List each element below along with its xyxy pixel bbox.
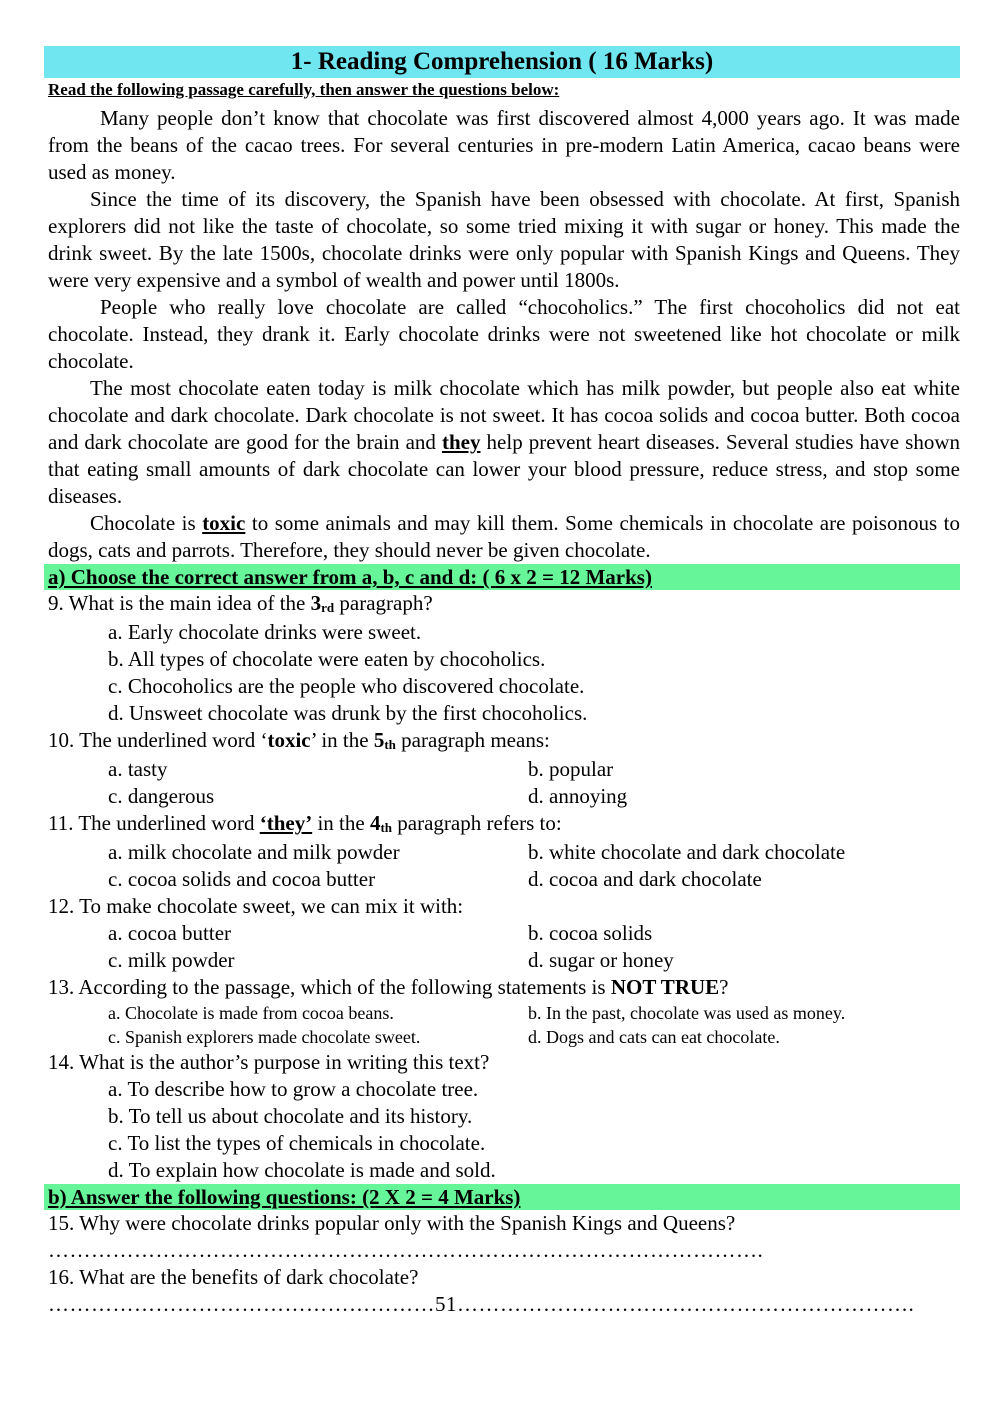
- q11-options-row-1: [44, 839, 960, 866]
- page-title: 1- Reading Comprehension ( 16 Marks): [44, 46, 960, 78]
- q12-options-row-2: [44, 947, 960, 974]
- q13-options-row-1: [44, 1001, 960, 1025]
- q9-option-d: d. Unsweet chocolate was drunk by the first chocoholics.: [108, 701, 588, 725]
- q10-options-row-1: [44, 756, 960, 783]
- q13-option-b: b. In the past, chocolate was used as money.: [528, 1003, 846, 1023]
- paragraph-5: Chocolate is toxic to some animals and may kill them. Some chemicals in chocolate are poisonous to dogs, cats and parrots. Therefore, they should never be given chocolate.: [48, 511, 960, 562]
- section-a-header: a) Choose the correct answer from a, b, c and d: ( 6 x 2 = 12 Marks): [44, 564, 960, 590]
- q12-option-a: a. cocoa butter: [108, 921, 232, 945]
- question-14: 14. What is the author’s purpose in writing this text?: [48, 1050, 490, 1074]
- reading-passage: [44, 105, 960, 564]
- q13-option-c: c. Spanish explorers made chocolate sweet.: [108, 1027, 421, 1047]
- question-9: 9. What is the main idea of the $3_{rd}$ paragraph?: [48, 591, 433, 615]
- q15-answer-line[interactable]: ……………………………………………………………………………………….: [48, 1238, 764, 1262]
- paragraph-1: Many people don’t know that chocolate was first discovered almost 4,000 years ago. It was made from the beans of the cacao trees. For several centuries in pre-modern Latin America, cacao beans were used as money.: [48, 106, 960, 184]
- question-13: 13. According to the passage, which of the following statements is NOT TRUE?: [48, 975, 729, 999]
- q10-option-d: d. annoying: [528, 784, 628, 808]
- paragraph-3: People who really love chocolate are called “chocoholics.” The first chocoholics did not eat chocolate. Instead, they drank it. Early chocolate drinks were not sweetened like hot chocolate or milk chocolate.: [48, 295, 960, 373]
- q12-options-row-1: [44, 920, 960, 947]
- q10-options-row-2: [44, 783, 960, 810]
- q13-options-row-2: [44, 1025, 960, 1049]
- q9-option-a: a. Early chocolate drinks were sweet.: [108, 620, 422, 644]
- section-b-header: b) Answer the following questions: (2 X 2 = 4 Marks): [44, 1184, 960, 1210]
- page-number: 51: [435, 1292, 457, 1316]
- q13-option-d: d. Dogs and cats can eat chocolate.: [528, 1027, 780, 1047]
- question-12: 12. To make chocolate sweet, we can mix it with:: [48, 894, 464, 918]
- q10-option-b: b. popular: [528, 757, 614, 781]
- question-11: 11. The underlined word ‘they’ in the $4_{th}$ paragraph refers to:: [48, 811, 562, 835]
- q9-option-b: b. All types of chocolate were eaten by chocoholics.: [108, 647, 546, 671]
- q10-option-c: c. dangerous: [108, 784, 215, 808]
- q9-option-c: c. Chocoholics are the people who discovered chocolate.: [108, 674, 585, 698]
- q14-option-d: d. To explain how chocolate is made and sold.: [108, 1158, 496, 1182]
- question-15: 15. Why were chocolate drinks popular only with the Spanish Kings and Queens?: [48, 1211, 736, 1235]
- q11-options-row-2: [44, 866, 960, 893]
- q14-option-b: b. To tell us about chocolate and its history.: [108, 1104, 473, 1128]
- q11-option-d: d. cocoa and dark chocolate: [528, 867, 762, 891]
- underlined-word-toxic: toxic: [202, 511, 246, 535]
- q11-option-a: a. milk chocolate and milk powder: [108, 840, 400, 864]
- underlined-word-they: they: [441, 430, 481, 454]
- worksheet-page: [44, 46, 960, 1318]
- q12-option-d: d. sugar or honey: [528, 948, 674, 972]
- paragraph-2: Since the time of its discovery, the Spanish have been obsessed with chocolate. At first, Spanish explorers did not like the taste of chocolate, so some tried mixing it with sugar or honey. This made the drink sweet. By the late 1500s, chocolate drinks were only popular with Spanish Kings and Queens. They were very expensive and a symbol of wealth and power until 1800s.: [48, 187, 960, 292]
- question-10: 10. The underlined word ‘toxic’ in the $5_{th}$ paragraph means:: [48, 728, 550, 752]
- q11-option-c: c. cocoa solids and cocoa butter: [108, 867, 376, 891]
- q12-option-b: b. cocoa solids: [528, 921, 653, 945]
- q11-option-b: b. white chocolate and dark chocolate: [528, 840, 846, 864]
- q12-option-c: c. milk powder: [108, 948, 235, 972]
- question-16: 16. What are the benefits of dark chocolate?: [48, 1265, 419, 1289]
- q14-option-a: a. To describe how to grow a chocolate tree.: [108, 1077, 479, 1101]
- paragraph-4: The most chocolate eaten today is milk chocolate which has milk powder, but people also eat white chocolate and dark chocolate. Dark chocolate is not sweet. It has cocoa solids and cocoa butter. Both cocoa and dark chocolate are good for the brain and they help prevent heart diseases. Several studies have shown that eating small amounts of dark chocolate can lower your blood pressure, reduce stress, and stop some diseases.: [48, 376, 960, 508]
- q13-option-a: a. Chocolate is made from cocoa beans.: [108, 1003, 394, 1023]
- instruction: Read the following passage carefully, then answer the questions below:: [48, 80, 560, 99]
- q16-answer-line[interactable]: ………………………………………………51……………………………………………………….: [48, 1292, 915, 1316]
- q14-option-c: c. To list the types of chemicals in chocolate.: [108, 1131, 486, 1155]
- q10-option-a: a. tasty: [108, 757, 168, 781]
